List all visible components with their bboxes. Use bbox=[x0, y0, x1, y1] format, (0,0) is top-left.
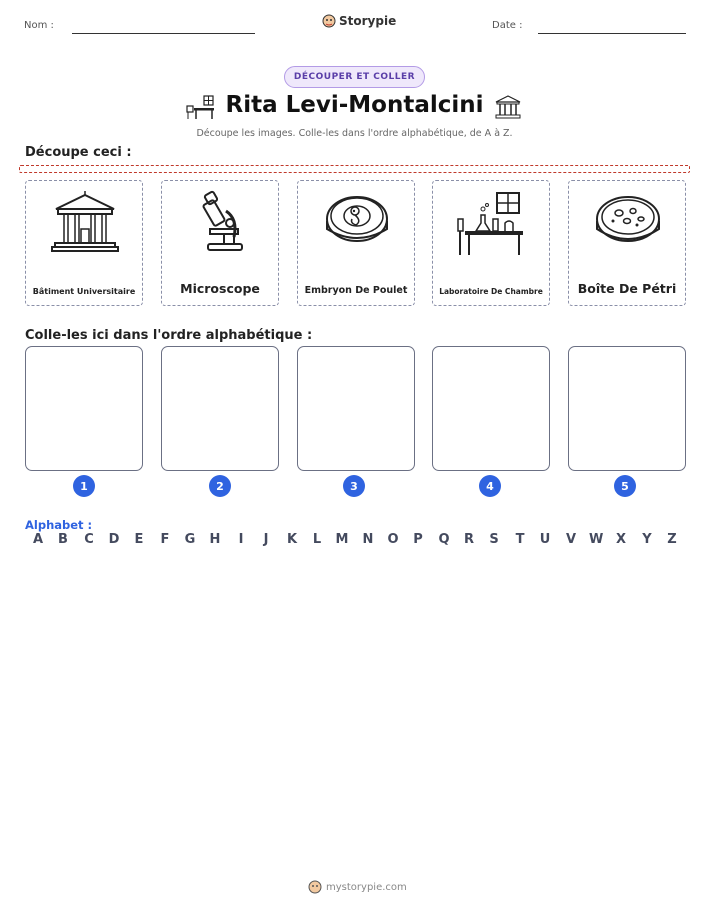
paste-slot-1[interactable] bbox=[25, 346, 143, 471]
slot-number-2: 2 bbox=[209, 475, 231, 497]
alphabet-letter: Y bbox=[642, 532, 652, 547]
microscope-icon bbox=[186, 189, 256, 259]
cut-section-title: Découpe ceci : bbox=[25, 145, 132, 160]
paste-slot-5[interactable] bbox=[568, 346, 686, 471]
alphabet-letter: F bbox=[160, 532, 170, 547]
alphabet-letter: L bbox=[312, 532, 322, 547]
alphabet-letter: G bbox=[184, 532, 196, 547]
alphabet-letter: O bbox=[387, 532, 399, 547]
card-label: Embryon De Poulet bbox=[304, 285, 408, 296]
alphabet-letter: M bbox=[335, 532, 349, 547]
card-label: Bâtiment Universitaire bbox=[32, 287, 136, 296]
alphabet-letter: S bbox=[489, 532, 499, 547]
card-label: Laboratoire De Chambre bbox=[439, 287, 543, 296]
alphabet-letter: B bbox=[58, 532, 68, 547]
alphabet-letter: D bbox=[108, 532, 120, 547]
paste-slot-2[interactable] bbox=[161, 346, 279, 471]
alphabet-letter: H bbox=[209, 532, 221, 547]
alphabet-letter: T bbox=[515, 532, 525, 547]
header-bar bbox=[0, 14, 709, 38]
slot-number-5: 5 bbox=[614, 475, 636, 497]
slot-number-1: 1 bbox=[73, 475, 95, 497]
footer bbox=[308, 880, 407, 894]
title-row bbox=[0, 92, 709, 124]
university-building-icon bbox=[50, 189, 120, 259]
storypie-mascot-icon bbox=[322, 14, 336, 28]
alphabet-letter: K bbox=[286, 532, 298, 547]
card-label: Microscope bbox=[180, 281, 260, 296]
alphabet-letter: I bbox=[238, 532, 244, 547]
paste-section-title: Colle-les ici dans l'ordre alphabétique : bbox=[25, 328, 313, 343]
instructions: Découpe les images. Colle-les dans l'ordre alphabétique, de A à Z. bbox=[196, 128, 513, 139]
brand-logo bbox=[322, 14, 396, 28]
alphabet-letter: A bbox=[32, 532, 44, 547]
alphabet-letter: Z bbox=[667, 532, 677, 547]
university-building-icon bbox=[494, 94, 522, 120]
alphabet-title: Alphabet : bbox=[25, 518, 93, 532]
alphabet-letter: N bbox=[362, 532, 374, 547]
paste-slot-3[interactable] bbox=[297, 346, 415, 471]
slot-number-3: 3 bbox=[343, 475, 365, 497]
date-line[interactable] bbox=[538, 33, 686, 34]
alphabet-letter: R bbox=[463, 532, 474, 547]
cut-card-university-building[interactable] bbox=[25, 180, 143, 306]
footer-url[interactable]: mystorypie.com bbox=[326, 881, 407, 893]
paste-slot-4[interactable] bbox=[432, 346, 550, 471]
activity-badge: DÉCOUPER ET COLLER bbox=[284, 66, 425, 88]
alphabet-letter: J bbox=[263, 532, 269, 547]
alphabet-row bbox=[25, 532, 685, 552]
alphabet-letter: P bbox=[413, 532, 423, 547]
alphabet-letter: W bbox=[589, 532, 604, 547]
alphabet-letter: Q bbox=[438, 532, 450, 547]
alphabet-letter: X bbox=[615, 532, 627, 547]
chicken-embryo-icon bbox=[322, 189, 392, 259]
alphabet-letter: C bbox=[84, 532, 94, 547]
cut-card-petri-dish[interactable] bbox=[568, 180, 686, 306]
petri-dish-icon bbox=[593, 189, 663, 259]
brand-name: Storypie bbox=[339, 14, 397, 28]
bedroom-lab-icon bbox=[457, 189, 527, 259]
cut-card-microscope[interactable] bbox=[161, 180, 279, 306]
storypie-mascot-icon bbox=[308, 880, 322, 894]
name-line[interactable] bbox=[72, 33, 255, 34]
alphabet-letter: V bbox=[565, 532, 577, 547]
date-label: Date : bbox=[492, 20, 523, 31]
alphabet-letter: U bbox=[539, 532, 551, 547]
card-label: Boîte De Pétri bbox=[577, 281, 677, 296]
page-title: Rita Levi-Montalcini bbox=[225, 92, 484, 118]
cut-dashed-line bbox=[19, 165, 690, 173]
cut-card-bedroom-lab[interactable] bbox=[432, 180, 550, 306]
slot-number-4: 4 bbox=[479, 475, 501, 497]
cut-card-chicken-embryo[interactable] bbox=[297, 180, 415, 306]
alphabet-letter: E bbox=[134, 532, 144, 547]
name-label: Nom : bbox=[24, 20, 54, 31]
